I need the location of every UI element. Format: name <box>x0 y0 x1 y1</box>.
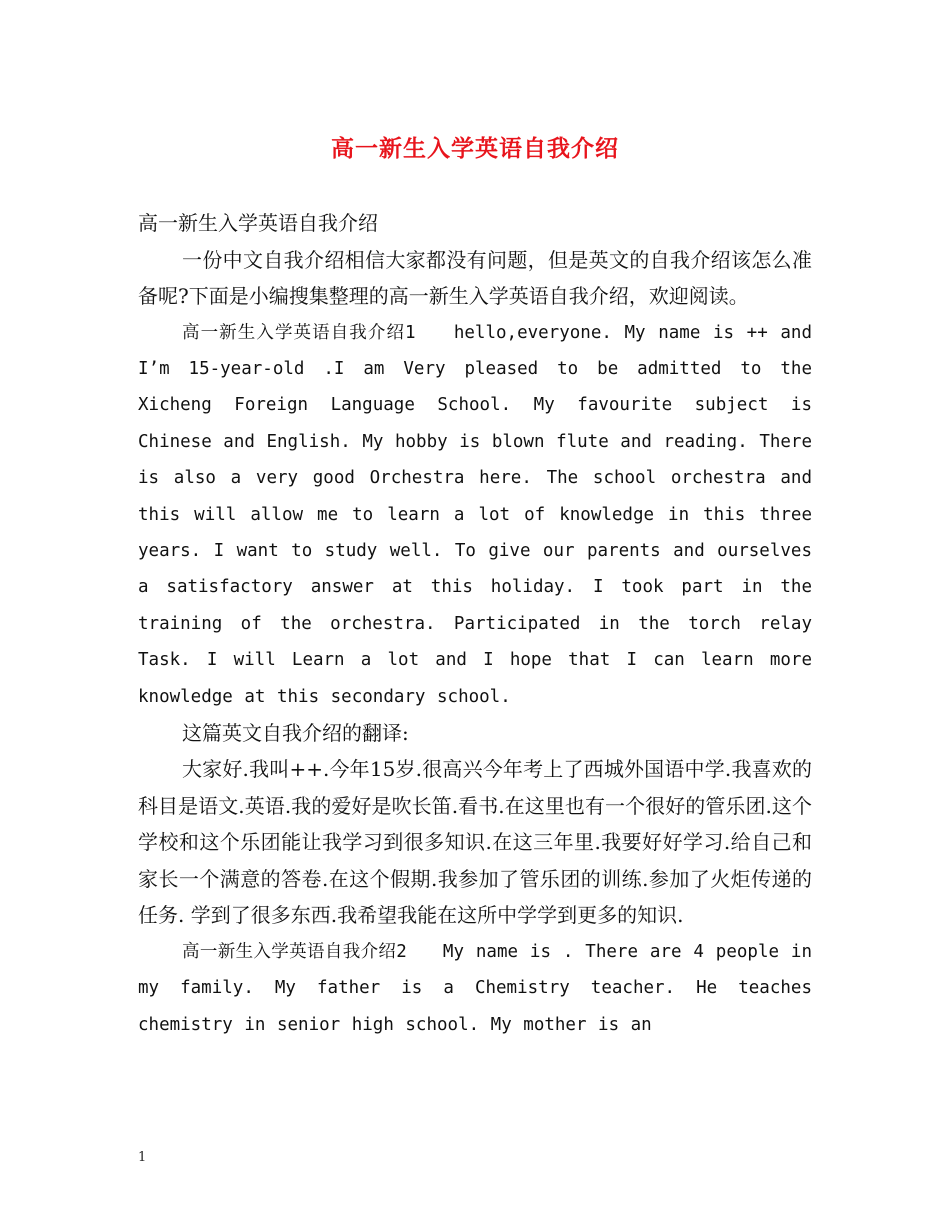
translation-paragraph: 大家好.我叫++.今年15岁.很高兴今年考上了西城外国语中学.我喜欢的科目是语文.英语.我的爱好是吹长笛.看书.在这里也有一个很好的管乐团.这个学校和这个乐团能让我学习到很多知识.在这三年里.我要好好学习.给自己和家长一个满意的答卷.在这个假期.我参加了管乐团的训练.参加了火炬传递的任务. 学到了很多东西.我希望我能在这所中学学到更多的知识. <box>138 757 812 928</box>
translation-heading: 这篇英文自我介绍的翻译: <box>182 720 409 745</box>
intro-paragraph: 一份中文自我介绍相信大家都没有问题，但是英文的自我介绍该怎么准备呢?下面是小编搜集整理的高一新生入学英语自我介绍，欢迎阅读。 <box>138 247 812 308</box>
page-number: 1 <box>138 1150 147 1165</box>
english-intro-1-paragraph: 高一新生入学英语自我介绍1 hello,everyone. My name is ++ and I’m 15-year-old .I am Very pleased to be admitted to the Xicheng Foreign Language School. My favourite subject is Chinese and English. My hobby is blown flute and reading. There is also a very good Orchestra here. The school orchestra and this will allow me to learn a lot of knowledge in this three years. I want to study well. To give our parents and ourselves a satisfactory answer at this holiday. I took part in the training of the orchestra. Participated in the torch relay Task. I will Learn a lot and I hope that I can learn more knowledge at this secondary school. <box>138 322 812 707</box>
document-body <box>138 205 812 1043</box>
document-title: 高一新生入学英语自我介绍 <box>331 135 619 162</box>
section-heading: 高一新生入学英语自我介绍 <box>138 211 378 235</box>
english-intro-2-paragraph: 高一新生入学英语自我介绍2 My name is . There are 4 people in my family. My father is a Chemistry teacher. He teaches chemistry in senior high school. My mother is an <box>138 941 812 1035</box>
